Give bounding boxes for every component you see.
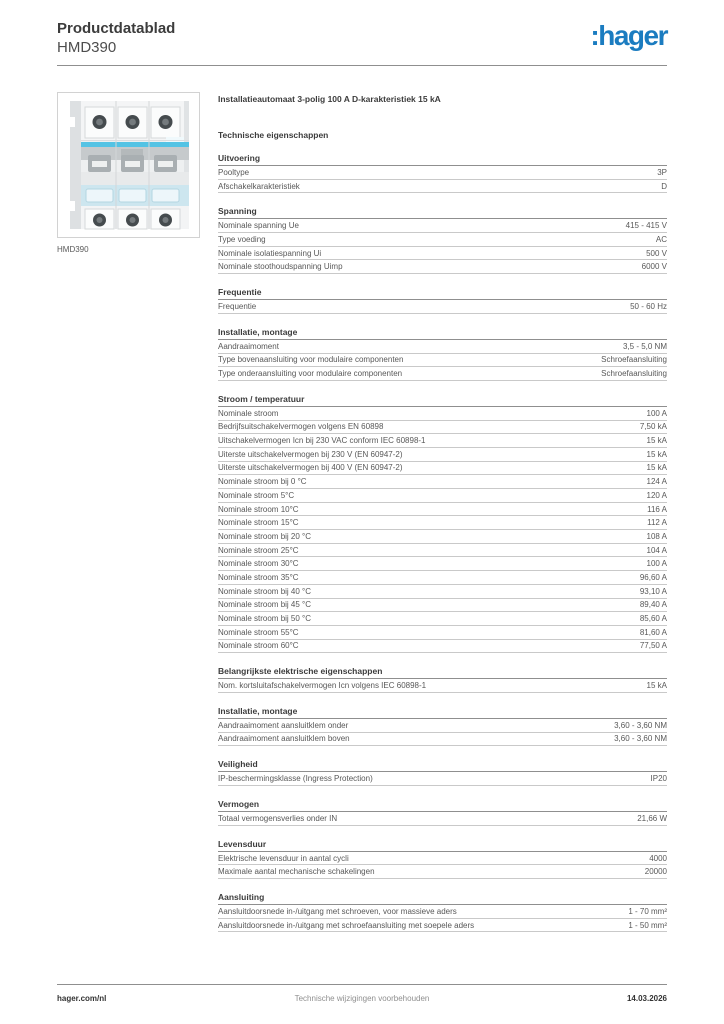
spec-row [218,166,667,180]
spec-row [218,719,667,733]
spec-value: 21,66 W [637,813,667,823]
content-area [57,92,667,932]
spec-value: 6000 V [641,262,667,272]
spec-label: Nominale stroom bij 45 °C [218,600,312,610]
spec-label: Nominale stroom 55°C [218,627,299,637]
spec-row [218,919,667,933]
spec-label: Maximale aantal mechanische schakelingen [218,867,375,877]
spec-label: Afschakelkarakteristiek [218,181,300,191]
spec-row [218,557,667,571]
spec-section-title: Uitvoering [218,153,667,166]
spec-value: 85,60 A [639,614,667,624]
hager-logo: :hager [590,20,667,51]
spec-section-title: Levensduur [218,839,667,852]
spec-row [218,489,667,503]
spec-label: Nominale stroom 30°C [218,559,299,569]
spec-value: 116 A [647,504,667,514]
spec-value: 96,60 A [639,572,667,582]
spec-value: 124 A [646,477,667,487]
footer-disclaimer: Technische wijzigingen voorbehouden [294,994,430,1003]
spec-value: 89,40 A [639,600,667,610]
spec-row [218,247,667,261]
product-reference: HMD390 [57,39,117,56]
spec-value: 4000 [649,853,667,863]
spec-section-title: Belangrijkste elektrische eigenschappen [218,666,667,679]
spec-value: 50 - 60 Hz [630,301,667,311]
spec-section [218,206,667,274]
spec-value: 1 - 70 mm² [628,906,667,916]
spec-label: Nominale stroom 5°C [218,490,295,500]
spec-row [218,905,667,919]
page-title: Productdatablad [57,20,176,37]
spec-row [218,233,667,247]
spec-label: Nominale stroom bij 20 °C [218,531,312,541]
header-divider [57,65,667,66]
spec-section-title: Installatie, montage [218,706,667,719]
spec-section-title: Vermogen [218,799,667,812]
spec-row [218,544,667,558]
spec-row [218,865,667,879]
spec-label: Elektrische levensduur in aantal cycli [218,853,349,863]
spec-row [218,503,667,517]
spec-label: Nom. kortsluitafschakelvermogen Icn volgens IEC 60898-1 [218,681,427,691]
spec-section [218,706,667,746]
product-description: Installatieautomaat 3-polig 100 A D-karakteristiek 15 kA [218,94,441,104]
spec-label: Type bovenaansluiting voor modulaire componenten [218,355,404,365]
spec-row [218,421,667,435]
spec-section [218,287,667,314]
spec-row [218,516,667,530]
footer-date: 14.03.2026 [626,994,667,1003]
spec-row [218,475,667,489]
spec-value: 415 - 415 V [625,221,667,231]
spec-label: Nominale stroom bij 40 °C [218,586,312,596]
product-image [57,92,200,238]
spec-label: Nominale stroom 35°C [218,572,299,582]
spec-value: 3,60 - 3,60 NM [614,720,667,730]
spec-label: Uitschakelvermogen Icn bij 230 VAC conform IEC 60898-1 [218,436,426,446]
spec-row [218,585,667,599]
spec-row [218,300,667,314]
spec-section [218,394,667,653]
page-footer [57,984,667,1003]
spec-label: Aandraaimoment aansluitklem boven [218,734,350,744]
spec-value: 108 A [646,531,667,541]
spec-label: Aansluitdoorsnede in-/uitgang met schroefaansluiting met soepele aders [218,920,475,930]
spec-sections [218,153,667,932]
spec-row [218,354,667,368]
spec-value: D [661,181,667,191]
spec-label: Nominale stroom 60°C [218,641,299,651]
spec-section [218,892,667,932]
spec-label: Totaal vermogensverlies onder IN [218,813,338,823]
spec-label: Nominale stoothoudspanning Uimp [218,262,343,272]
footer-row [57,994,667,1003]
spec-label: Pooltype [218,167,250,177]
spec-value: 500 V [646,248,667,258]
spec-row [218,852,667,866]
spec-label: Type onderaansluiting voor modulaire componenten [218,369,403,379]
spec-label: Nominale stroom bij 50 °C [218,614,312,624]
spec-label: Frequentie [218,301,257,311]
spec-row [218,260,667,274]
product-image-caption: HMD390 [57,245,89,254]
spec-value: 15 kA [646,463,667,473]
spec-label: Nominale stroom bij 0 °C [218,477,307,487]
spec-value: 15 kA [646,681,667,691]
spec-value: 81,60 A [639,627,667,637]
spec-section-title: Installatie, montage [218,327,667,340]
spec-value: 112 A [647,518,667,528]
spec-label: Uiterste uitschakelvermogen bij 230 V (EN 60947-2) [218,449,403,459]
spec-label: Bedrijfsuitschakelvermogen volgens EN 60898 [218,422,384,432]
spec-section [218,153,667,193]
spec-label: Nominale stroom 25°C [218,545,299,555]
spec-section-title: Veiligheid [218,759,667,772]
spec-label: Nominale spanning Ue [218,221,299,231]
spec-row [218,407,667,421]
spec-value: 15 kA [646,436,667,446]
spec-label: Aansluitdoorsnede in-/uitgang met schroeven, voor massieve aders [218,906,457,916]
spec-row [218,679,667,693]
spec-row [218,462,667,476]
spec-value: 3P [657,167,667,177]
header-titles [57,19,175,57]
spec-row [218,599,667,613]
spec-section-title: Aansluiting [218,892,667,905]
specs-column [218,92,667,932]
spec-label: IP-beschermingsklasse (Ingress Protection) [218,774,373,784]
spec-label: Type voeding [218,234,266,244]
spec-label: Nominale stroom [218,408,279,418]
spec-row [218,812,667,826]
spec-section-title: Frequentie [218,287,667,300]
spec-section [218,759,667,786]
spec-section [218,666,667,693]
spec-value: 93,10 A [639,586,667,596]
spec-row [218,612,667,626]
spec-row [218,640,667,654]
spec-section [218,839,667,879]
spec-value: Schroefaansluiting [601,369,667,379]
spec-value: 3,5 - 5,0 NM [622,341,667,351]
spec-value: 1 - 50 mm² [628,920,667,930]
spec-row [218,733,667,747]
page-header [57,19,667,57]
spec-label: Nominale stroom 10°C [218,504,299,514]
spec-row [218,772,667,786]
spec-value: 3,60 - 3,60 NM [614,734,667,744]
spec-label: Nominale stroom 15°C [218,518,299,528]
spec-section [218,327,667,381]
spec-label: Nominale isolatiespanning Ui [218,248,322,258]
technical-properties-heading: Technische eigenschappen [218,130,329,140]
spec-row [218,434,667,448]
spec-section-title: Spanning [218,206,667,219]
spec-value: IP20 [650,774,667,784]
spec-value: 100 A [646,408,667,418]
spec-label: Aandraaimoment [218,341,279,351]
spec-value: 120 A [646,490,667,500]
spec-row [218,340,667,354]
spec-label: Uiterste uitschakelvermogen bij 400 V (EN 60947-2) [218,463,403,473]
spec-section [218,799,667,826]
spec-value: 77,50 A [639,641,667,651]
spec-section-title: Stroom / temperatuur [218,394,667,407]
spec-row [218,626,667,640]
footer-divider [57,984,667,985]
spec-value: 20000 [644,867,667,877]
footer-website-link[interactable]: hager.com/nl [57,994,107,1003]
spec-value: 104 A [646,545,667,555]
circuit-breaker-illustration [58,93,199,237]
spec-row [218,571,667,585]
spec-label: Aandraaimoment aansluitklem onder [218,720,349,730]
spec-value: 15 kA [646,449,667,459]
spec-value: Schroefaansluiting [601,355,667,365]
spec-row [218,530,667,544]
spec-value: 7,50 kA [639,422,667,432]
spec-row [218,180,667,194]
spec-row [218,448,667,462]
spec-row [218,367,667,381]
spec-value: AC [655,234,667,244]
spec-row [218,219,667,233]
spec-value: 100 A [646,559,667,569]
product-image-column [57,92,200,932]
